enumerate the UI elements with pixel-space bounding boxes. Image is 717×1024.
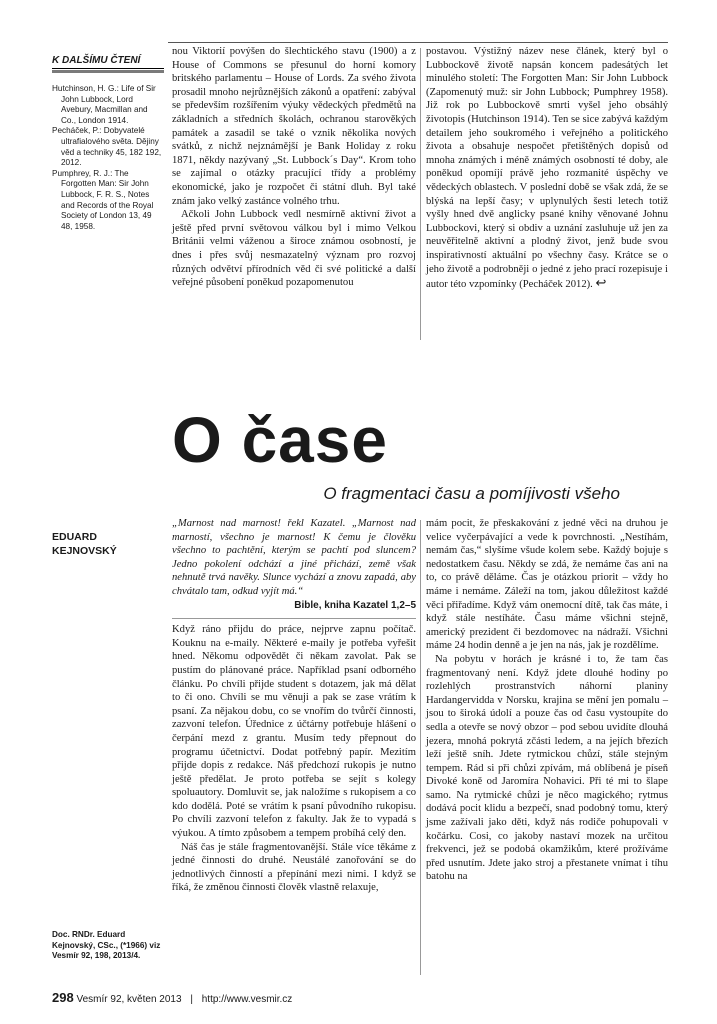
prev-article-column-2 (426, 45, 668, 292)
issue-info: Vesmír 92, květen 2013 (76, 994, 182, 1005)
prev-article-column-1 (172, 45, 416, 290)
footer-separator: | (190, 994, 193, 1005)
paragraph: mám pocit, že přeskakování z jedné věci na druhou je velice vyčerpávající a vede k povrchnosti. „Nestíhám, nemám čas,“ slyšíme všude kolem sebe. Každý bojuje s nedostatkem času. Někdy se zdá, že nemáme čas ani na to, co právě děláme. Čas je otázkou priorit – vždy ho máme i nemáme. Záleží na tom, jakou důležitost každé věci přiřadíme. Když vám onemocní dítě, tak čas máte, i když stále nestíháte. Času máme všichni stejně, americký prezident či bezdomovec na nádraží. Všichni máme 24 hodin denně a je jen na nás, jak je rozdělíme. (426, 518, 668, 652)
column-divider (420, 520, 421, 975)
reference-item: Pumphrey, R. J.: The Forgotten Man: Sir John Lubbock, F. R. S., Notes and Records of the Royal Society of London 13, 49 48, 1958. (52, 168, 154, 231)
epigraph-quote: „Marnost nad marnost! řekl Kazatel. „Marnost nad marností, všechno je marnost! K čemu je člověku všechno to pachtění, kterým se pachtí pod sluncem? Jedno pokolení odchází a jiné přichází, země však nehnutě trvá navěky. Slunce vychází a znovu zapadá, aby chvátalo tam, odkud vyjít má.“ (172, 518, 416, 597)
paragraph: Na pobytu v horách je krásné i to, že tam čas fragmentovaný není. Když jdete dlouhé hodiny po rozlehlých prostranstvích náhorní planiny Hardangervidda v Norsku, krajina se mění jen pomalu – jsou to široká údolí a pouze čas od času vystoupíte do sedla a otevře se nový obzor – pod sebou uvidíte dlouhá jezera, mnohá pokrytá zčásti ledem, a na jejích březích leží ještě sníh. Jdete rytmickou chůzí, stále stejným tempem. Rád si při chůzi zpívám, má oblíbená je píseň Divoké koně od Jaromíra Nohavici. Při té mi to šlape samo. Na rytmické chůzi je něco magického; rytmus dodává pocit klidu a bezpečí, snad podobný tomu, který jsme zažívali jako děti, když nás rodiče pohupovali v kočárku. Cosi, co jakoby nastaví mozek na určitou frekvenci, jež se podobá okamžikům, které prožíváme před usnutím. Jdete jako stroj a přestanete vnímat i tíhu batohu na (426, 653, 668, 883)
top-rule (168, 42, 668, 43)
reference-item: Hutchinson, H. G.: Life of Sir John Lubbock, Lord Avebury, Macmillan and Co., London 1914. (52, 84, 156, 125)
paragraph: Když ráno přijdu do práce, nejprve zapnu počítač. Kouknu na e-maily. Některé e-maily je potřeba vyřešit hned. Někomu odpovědět či někam zavolat. Pak se pustím do plánované práce. Například psaní odborného článku. Po chvíli přijde student s dotazem, jak má dělat to či ono. Chvíli se mu věnuji a pak se zase vrátím k psaní. Za nějakou dobu, co se vnořím do tvůrčí činnosti, zazvoní telefon. Úřednice z účtárny potřebuje hlášení o čerpání mezd z grantu. Musím tedy přepnout do programu účetnictví. Dodat potřebný papír. Mezitím přijde dopis z redakce. Náš předchozí rukopis je nutno ještě předělat. Je proto potřeba se sejít s kolegy spoluautory. Domluvit se, jak naložíme s rukopisem a co kdo dodělá. Poté se vrátím k psaní původního rukopisu. Po chvíli zazvoní telefon z fakulty. Jak že to vypadá s výukou. A tímto způsobem a tempem probíhá celý den. (172, 624, 416, 840)
paragraph: postavou. Výstižný název nese článek, který byl o Lubbockově životě napsán koncem padesátých let minulého století: The Forgotten Man: Sir John Lubbock (Zapomenutý muž: sir John Lubbock; Pumphrey 1958). Již rok po Lubbockově smrti vyšel jeho obsáhlý životopis (Hutchinson 1914). Ten se sice zabývá každým detailem jeho soukromého i veřejného a politického života a obsahuje nespočet přetištěných dopisů od mnoha známých i méně známých osobností té doby, ale poněkud opomíjí právě jeho rozmanité úspěchy ve vědeckých oblastech. V poslední době se však zdá, že se blýská na lepší časy; v uplynulých šesti letech totiž vyšly hned dvě anglicky psané knihy věnované Johnu Lubbockovi, který si obdiv a uznání zasluhuje už jen za neuvěřitelně aktivní a plodný život, jenž bude svou inspirativností aktuální po všechny časy. Krátce se o jeho životě a podrobněji o jedné z jeho prací rozepisuje i autor této vzpomínky (Pecháček 2012). ↩ (426, 46, 668, 291)
paragraph: Ačkoli John Lubbock vedl nesmírně aktivní život a ještě před první světovou válkou byl i mimo Velkou Británii velmi váženou a široce známou osobností, je dnes i přes svůj nesmazatelný význam pro rozvoj různých odvětví přírodních věd či své politické a další veřejné působení poněkud pozapomenutou (172, 209, 416, 289)
end-mark-icon: ↩ (595, 275, 607, 291)
paragraph: Náš čas je stále fragmentovanější. Stále více těkáme z jedné činnosti do druhé. Neustálé zanořování se do jednotlivých činností a přepínání mezi nimi. I když se říká, že změnou činnosti člověk vlastně relaxuje, (172, 841, 416, 894)
article-column-1 (172, 517, 416, 895)
article-column-2 (426, 517, 668, 884)
further-reading-heading: K DALŠÍMU ČTENÍ (52, 55, 164, 69)
references-list (52, 84, 164, 232)
page-footer (52, 990, 292, 1005)
further-reading-bar (52, 70, 164, 73)
article-title: O čase (172, 404, 388, 476)
paragraph: nou Viktorií povýšen do šlechtického stavu (1900) a z House of Commons se přesunul do horní komory britského parlamentu – House of Lords. Za svého života prosadil mnoho nejrůznějších zákonů a opatření: zabýval se především rozšířením výuky vědeckých předmětů na základních a středních školách, ochranou starověkých památek a zasadil se také o vznik několika nových svátků, z nichž nejznámější je Bank Holiday z roku 1871, někdy nazývaný „St. Lubbock´s Day“. Krom toho se zajímal o otázky pracující třídy a problémy ekonomické, jako je rozpočet či státní dluh. Byl také znám jako velký zastánce volného trhu. (172, 46, 416, 207)
page-number: 298 (52, 990, 74, 1005)
author-name: EDUARD KEJNOVSKÝ (52, 531, 117, 557)
article-subtitle: O fragmentaci času a pomíjivosti všeho (323, 484, 620, 503)
column-divider (420, 48, 421, 340)
reference-item: Pecháček, P.: Dobyvatelé ultrafialového světa. Dějiny věd a techniky 45, 182 192, 2012. (52, 126, 162, 168)
author-bio: Doc. RNDr. Eduard Kejnovský, CSc., (*1966) viz Vesmír 92, 198, 2013/4. (52, 930, 161, 961)
website-link[interactable]: http://www.vesmir.cz (201, 994, 293, 1005)
epigraph-source: Bible, kniha Kazatel 1,2–5 (294, 599, 416, 611)
epigraph-divider (172, 618, 416, 619)
